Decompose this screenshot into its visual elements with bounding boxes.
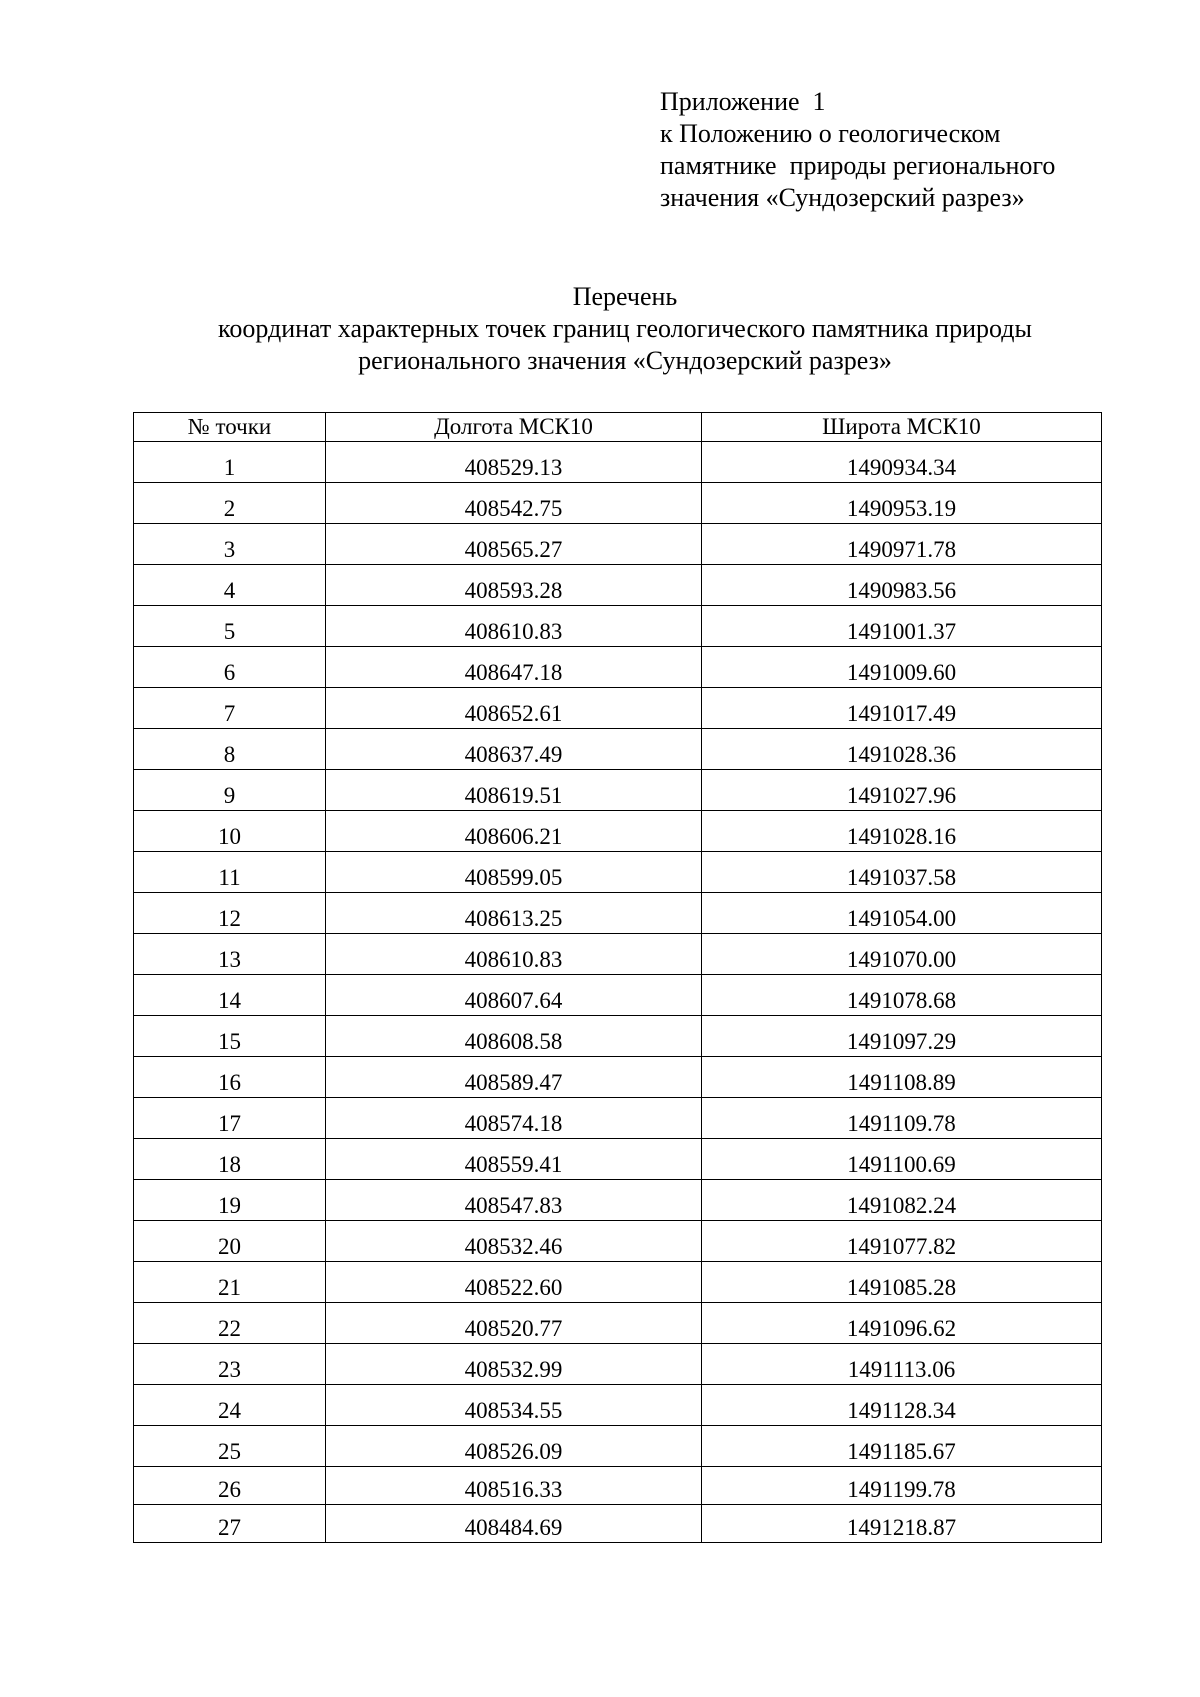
table-row bbox=[134, 606, 1102, 647]
latitude-cell: 1491100.69 bbox=[702, 1139, 1102, 1180]
table-row bbox=[134, 893, 1102, 934]
longitude-cell: 408532.99 bbox=[326, 1344, 702, 1385]
table-header-row bbox=[134, 413, 1102, 442]
longitude-cell: 408542.75 bbox=[326, 483, 702, 524]
longitude-cell: 408647.18 bbox=[326, 647, 702, 688]
latitude-cell: 1491037.58 bbox=[702, 852, 1102, 893]
longitude-cell: 408610.83 bbox=[326, 934, 702, 975]
appendix-line: значения «Сундозерский разрез» bbox=[660, 183, 1025, 212]
latitude-cell: 1491009.60 bbox=[702, 647, 1102, 688]
longitude-cell: 408619.51 bbox=[326, 770, 702, 811]
point-number-cell: 23 bbox=[134, 1344, 326, 1385]
heading-subtitle-line: регионального значения «Сундозерский разрез» bbox=[358, 346, 892, 375]
table-row bbox=[134, 688, 1102, 729]
table-row bbox=[134, 1385, 1102, 1426]
longitude-cell: 408534.55 bbox=[326, 1385, 702, 1426]
point-number-cell: 19 bbox=[134, 1180, 326, 1221]
point-number-cell: 27 bbox=[134, 1505, 326, 1543]
longitude-cell: 408574.18 bbox=[326, 1098, 702, 1139]
table-row bbox=[134, 975, 1102, 1016]
longitude-cell: 408610.83 bbox=[326, 606, 702, 647]
latitude-cell: 1491028.36 bbox=[702, 729, 1102, 770]
latitude-cell: 1491218.87 bbox=[702, 1505, 1102, 1543]
table-row bbox=[134, 1262, 1102, 1303]
table-row bbox=[134, 1344, 1102, 1385]
longitude-cell: 408522.60 bbox=[326, 1262, 702, 1303]
longitude-cell: 408613.25 bbox=[326, 893, 702, 934]
point-number-cell: 26 bbox=[134, 1467, 326, 1505]
latitude-cell: 1491054.00 bbox=[702, 893, 1102, 934]
table-row bbox=[134, 1180, 1102, 1221]
latitude-cell: 1491027.96 bbox=[702, 770, 1102, 811]
longitude-cell: 408516.33 bbox=[326, 1467, 702, 1505]
longitude-cell: 408559.41 bbox=[326, 1139, 702, 1180]
latitude-cell: 1491185.67 bbox=[702, 1426, 1102, 1467]
coordinates-table bbox=[133, 412, 1102, 1543]
longitude-cell: 408565.27 bbox=[326, 524, 702, 565]
latitude-cell: 1491077.82 bbox=[702, 1221, 1102, 1262]
table-row bbox=[134, 1467, 1102, 1505]
latitude-cell: 1490983.56 bbox=[702, 565, 1102, 606]
table-row bbox=[134, 1139, 1102, 1180]
point-number-cell: 16 bbox=[134, 1057, 326, 1098]
latitude-cell: 1491078.68 bbox=[702, 975, 1102, 1016]
point-number-cell: 12 bbox=[134, 893, 326, 934]
appendix-line: к Положению о геологическом bbox=[660, 119, 1001, 148]
latitude-cell: 1490953.19 bbox=[702, 483, 1102, 524]
longitude-cell: 408520.77 bbox=[326, 1303, 702, 1344]
header-longitude: Долгота МСК10 bbox=[326, 413, 702, 442]
latitude-cell: 1491108.89 bbox=[702, 1057, 1102, 1098]
table-row bbox=[134, 1303, 1102, 1344]
longitude-cell: 408608.58 bbox=[326, 1016, 702, 1057]
point-number-cell: 1 bbox=[134, 442, 326, 483]
table-body bbox=[134, 442, 1102, 1543]
point-number-cell: 7 bbox=[134, 688, 326, 729]
table-row bbox=[134, 934, 1102, 975]
latitude-cell: 1491028.16 bbox=[702, 811, 1102, 852]
longitude-cell: 408532.46 bbox=[326, 1221, 702, 1262]
latitude-cell: 1491128.34 bbox=[702, 1385, 1102, 1426]
latitude-cell: 1491097.29 bbox=[702, 1016, 1102, 1057]
point-number-cell: 8 bbox=[134, 729, 326, 770]
heading-title: Перечень bbox=[572, 282, 678, 311]
document-heading bbox=[0, 281, 1200, 377]
table-row bbox=[134, 565, 1102, 606]
point-number-cell: 15 bbox=[134, 1016, 326, 1057]
longitude-cell: 408606.21 bbox=[326, 811, 702, 852]
latitude-cell: 1491085.28 bbox=[702, 1262, 1102, 1303]
point-number-cell: 25 bbox=[134, 1426, 326, 1467]
table-row bbox=[134, 1057, 1102, 1098]
table-row bbox=[134, 1016, 1102, 1057]
table-row bbox=[134, 524, 1102, 565]
latitude-cell: 1491109.78 bbox=[702, 1098, 1102, 1139]
longitude-cell: 408637.49 bbox=[326, 729, 702, 770]
latitude-cell: 1491096.62 bbox=[702, 1303, 1102, 1344]
latitude-cell: 1491199.78 bbox=[702, 1467, 1102, 1505]
table-row bbox=[134, 1098, 1102, 1139]
latitude-cell: 1491001.37 bbox=[702, 606, 1102, 647]
appendix-line: памятнике природы регионального bbox=[660, 151, 1056, 180]
table-row bbox=[134, 852, 1102, 893]
point-number-cell: 22 bbox=[134, 1303, 326, 1344]
table-row bbox=[134, 1505, 1102, 1543]
point-number-cell: 14 bbox=[134, 975, 326, 1016]
header-latitude: Широта МСК10 bbox=[702, 413, 1102, 442]
longitude-cell: 408593.28 bbox=[326, 565, 702, 606]
latitude-cell: 1491070.00 bbox=[702, 934, 1102, 975]
table-row bbox=[134, 442, 1102, 483]
latitude-cell: 1491082.24 bbox=[702, 1180, 1102, 1221]
latitude-cell: 1490934.34 bbox=[702, 442, 1102, 483]
table-row bbox=[134, 647, 1102, 688]
point-number-cell: 24 bbox=[134, 1385, 326, 1426]
table-row bbox=[134, 729, 1102, 770]
longitude-cell: 408599.05 bbox=[326, 852, 702, 893]
table-row bbox=[134, 1221, 1102, 1262]
point-number-cell: 18 bbox=[134, 1139, 326, 1180]
longitude-cell: 408589.47 bbox=[326, 1057, 702, 1098]
longitude-cell: 408652.61 bbox=[326, 688, 702, 729]
longitude-cell: 408529.13 bbox=[326, 442, 702, 483]
longitude-cell: 408607.64 bbox=[326, 975, 702, 1016]
point-number-cell: 9 bbox=[134, 770, 326, 811]
appendix-note bbox=[660, 86, 1160, 214]
table-row bbox=[134, 483, 1102, 524]
longitude-cell: 408484.69 bbox=[326, 1505, 702, 1543]
longitude-cell: 408526.09 bbox=[326, 1426, 702, 1467]
table-row bbox=[134, 770, 1102, 811]
appendix-line: Приложение 1 bbox=[660, 87, 826, 116]
latitude-cell: 1490971.78 bbox=[702, 524, 1102, 565]
point-number-cell: 20 bbox=[134, 1221, 326, 1262]
header-point-number: № точки bbox=[134, 413, 326, 442]
point-number-cell: 17 bbox=[134, 1098, 326, 1139]
point-number-cell: 13 bbox=[134, 934, 326, 975]
point-number-cell: 10 bbox=[134, 811, 326, 852]
latitude-cell: 1491017.49 bbox=[702, 688, 1102, 729]
point-number-cell: 2 bbox=[134, 483, 326, 524]
point-number-cell: 6 bbox=[134, 647, 326, 688]
point-number-cell: 4 bbox=[134, 565, 326, 606]
table-row bbox=[134, 1426, 1102, 1467]
point-number-cell: 11 bbox=[134, 852, 326, 893]
heading-subtitle-line: координат характерных точек границ геологического памятника природы bbox=[218, 314, 1032, 343]
table-row bbox=[134, 811, 1102, 852]
latitude-cell: 1491113.06 bbox=[702, 1344, 1102, 1385]
point-number-cell: 3 bbox=[134, 524, 326, 565]
point-number-cell: 5 bbox=[134, 606, 326, 647]
longitude-cell: 408547.83 bbox=[326, 1180, 702, 1221]
point-number-cell: 21 bbox=[134, 1262, 326, 1303]
